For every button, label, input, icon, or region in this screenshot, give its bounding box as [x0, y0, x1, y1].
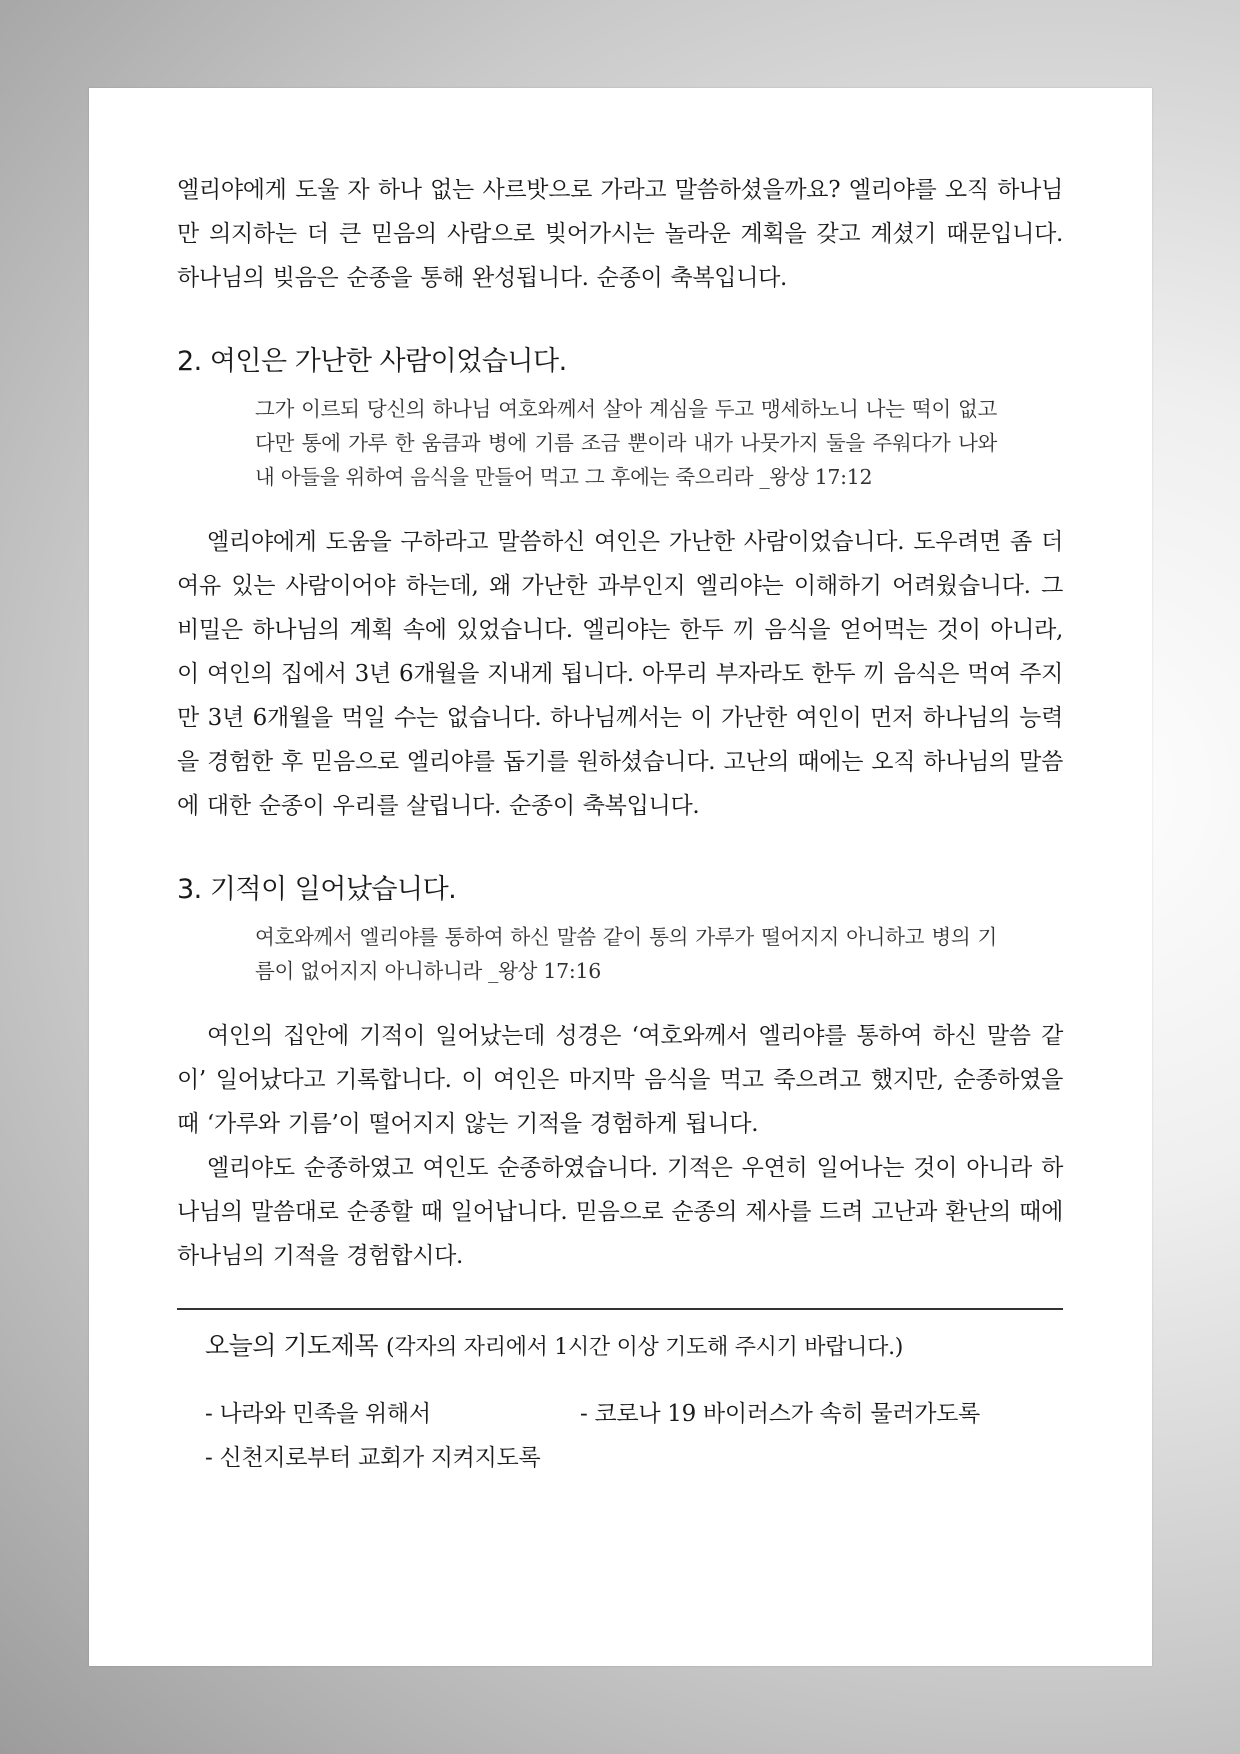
- document-page: [89, 88, 1152, 1666]
- prayer-note: (각자의 자리에서 1시간 이상 기도해 주시기 바랍니다.): [385, 1335, 904, 1360]
- section-3-heading: 3. 기적이 일어났습니다.: [177, 874, 457, 905]
- section-2-scripture-quote: 그가 이르되 당신의 하나님 여호와께서 살아 계심을 두고 맹세하노니 나는 떡이 없고 다만 통에 가루 한 움큼과 병에 기름 조금 뿐이라 내가 나뭇가지 둘을 주워다가 나와 내 아들을 위하여 음식을 만들어 먹고 그 후에는 죽으리라 _왕상 17:12: [255, 397, 997, 489]
- section-2-body: 엘리야에게 도움을 구하라고 말씀하신 여인은 가난한 사람이었습니다. 도우려면 좀 더 여유 있는 사람이어야 하는데, 왜 가난한 과부인지 엘리야는 이해하기 어려웠습니다. 그 비밀은 하나님의 계획 속에 있었습니다. 엘리야는 한두 끼 음식을 얻어먹는 것이 아니라, 이 여인의 집에서 3년 6개월을 지내게 됩니다. 아무리 부자라도 한두 끼 음식은 먹여 주지만 3년 6개월을 먹일 수는 없습니다. 하나님께서는 이 가난한 여인이 먼저 하나님의 능력을 경험한 후 믿음으로 엘리야를 돕기를 원하셨습니다. 고난의 때에는 오직 하나님의 말씀에 대한 순종이 우리를 살립니다. 순종이 축복입니다.: [177, 529, 1063, 819]
- intro-paragraph: 엘리야에게 도울 자 하나 없는 사르밧으로 가라고 말씀하셨을까요? 엘리야를 오직 하나님만 의지하는 더 큰 믿음의 사람으로 빚어가시는 놀라운 계획을 갖고 계셨기 때문입니다. 하나님의 빚음은 순종을 통해 완성됩니다. 순종이 축복입니다.: [177, 177, 1063, 291]
- section-2-heading: 2. 여인은 가난한 사람이었습니다.: [177, 346, 567, 377]
- prayer-item: - 코로나 19 바이러스가 속히 물러가도록: [580, 1401, 980, 1427]
- prayer-section-title: [205, 1328, 1063, 1366]
- prayer-item: - 신천지로부터 교회가 지켜지도록: [205, 1445, 541, 1471]
- section-3-body-2: 엘리야도 순종하였고 여인도 순종하였습니다. 기적은 우연히 일어나는 것이 아니라 하나님의 말씀대로 순종할 때 일어납니다. 믿음으로 순종의 제사를 드려 고난과 환난의 때에 하나님의 기적을 경험합시다.: [177, 1155, 1063, 1269]
- prayer-title: 오늘의 기도제목: [205, 1331, 378, 1360]
- page-content: [177, 168, 1063, 1480]
- section-3-body-1: 여인의 집안에 기적이 일어났는데 성경은 ‘여호와께서 엘리야를 통하여 하신 말씀 같이’ 일어났다고 기록합니다. 이 여인은 마지막 음식을 먹고 죽으려고 했지만, 순종하였을 때 ‘가루와 기름’이 떨어지지 않는 기적을 경험하게 됩니다.: [177, 1023, 1063, 1137]
- section-3-scripture-quote: 여호와께서 엘리야를 통하여 하신 말씀 같이 통의 가루가 떨어지지 아니하고 병의 기름이 없어지지 아니하니라 _왕상 17:16: [255, 925, 997, 983]
- prayer-item: - 나라와 민족을 위해서: [205, 1401, 431, 1427]
- prayer-list: [205, 1392, 1063, 1480]
